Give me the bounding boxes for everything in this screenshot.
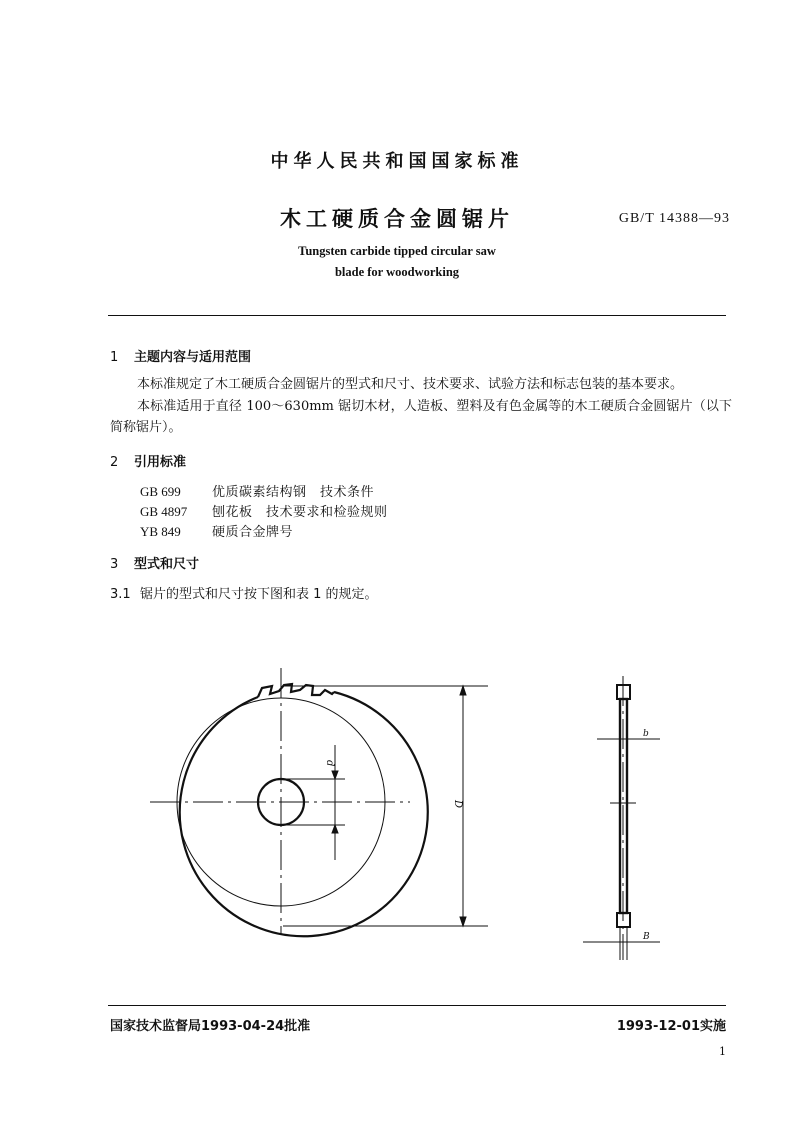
reference-name: 硬质合金牌号 <box>212 525 294 540</box>
section-3-1-body: 锯片的型式和尺寸按下图和表 1 的规定。 <box>140 587 378 602</box>
bore-dimension-label: d <box>324 760 335 767</box>
blade-outer-rim <box>180 692 428 936</box>
reference-code: GB 4897 <box>140 504 188 519</box>
approval-date: 国家技术监督局1993-04-24批准 <box>110 1019 311 1034</box>
standard-number: GB/T 14388—93 <box>618 211 730 226</box>
page-number: 1 <box>719 1045 726 1058</box>
section-3-number: 3 <box>110 557 119 572</box>
section-1-title: 主题内容与适用范围 <box>134 350 252 365</box>
section-1-heading <box>110 346 251 365</box>
blade-side-view <box>583 676 660 960</box>
reference-item <box>140 481 374 500</box>
section-1-paragraph-2: 本标准适用于直径 100～630mm 锯切木材，人造板、塑料及有色金属等的木工硬质合金圆锯片（以下简称锯片）。 <box>110 399 732 435</box>
reference-code: YB 849 <box>140 524 181 539</box>
section-1-number: 1 <box>110 350 119 365</box>
reference-item <box>140 501 388 520</box>
reference-item <box>140 521 293 540</box>
reference-name: 刨花板 技术要求和检验规则 <box>212 505 388 520</box>
kerf-label-B: B <box>643 932 650 942</box>
reference-name: 优质碳素结构钢 技术条件 <box>212 485 375 500</box>
saw-blade-drawing <box>0 640 794 980</box>
diameter-dimension-label: D <box>452 800 463 809</box>
section-3-1-text <box>110 583 378 602</box>
section-2-title: 引用标准 <box>134 455 187 470</box>
footer-divider <box>108 1005 726 1006</box>
document-title-en-line1: Tungsten carbide tipped circular saw <box>298 244 496 258</box>
thickness-label-b: b <box>643 729 649 739</box>
issuing-organization: 中华人民共和国国家标准 <box>270 151 524 172</box>
document-title-zh: 木工硬质合金圆锯片 <box>280 207 514 231</box>
section-2-number: 2 <box>110 455 119 470</box>
section-3-title: 型式和尺寸 <box>134 557 200 572</box>
effective-date: 1993-12-01实施 <box>616 1019 726 1034</box>
section-2-heading <box>110 451 186 470</box>
section-1-paragraph-1: 本标准规定了木工硬质合金圆锯片的型式和尺寸、技术要求、试验方法和标志包装的基本要求。 <box>137 377 684 392</box>
header-divider <box>108 315 726 316</box>
section-3-heading <box>110 553 199 572</box>
reference-code: GB 699 <box>140 484 181 499</box>
document-title-en-line2: blade for woodworking <box>334 265 460 279</box>
section-3-1-number: 3.1 <box>110 587 131 602</box>
